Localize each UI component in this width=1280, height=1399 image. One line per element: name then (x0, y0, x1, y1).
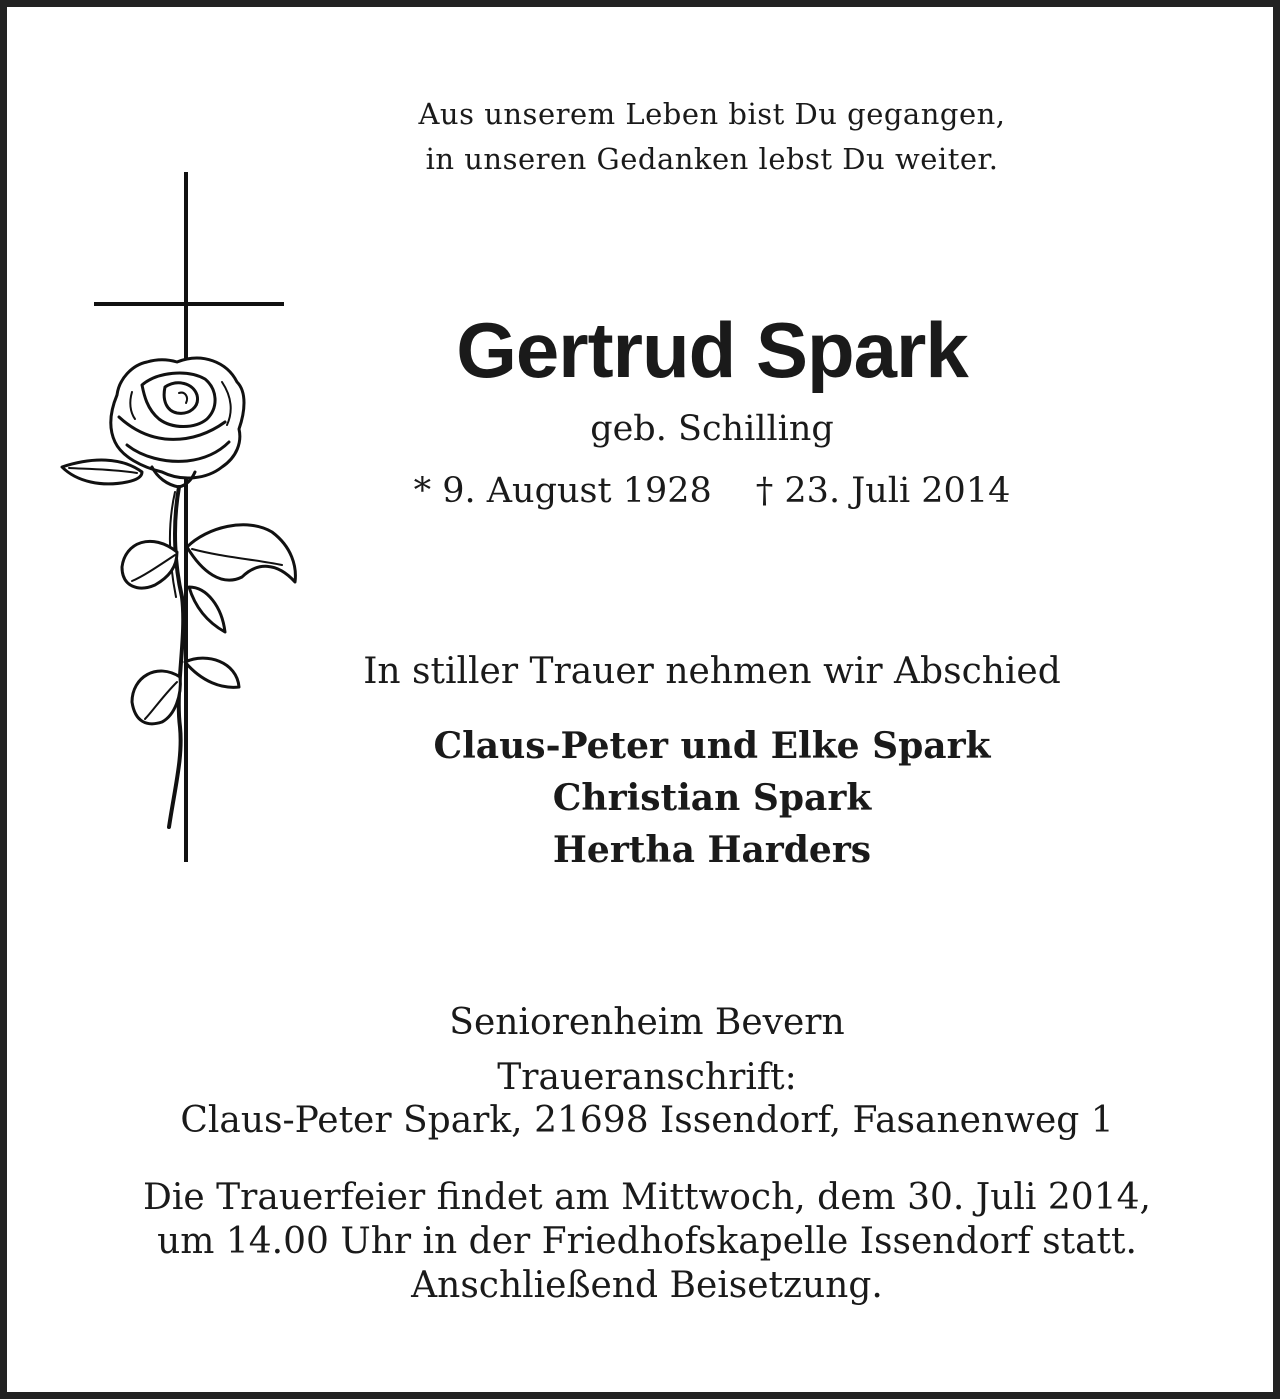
address-label: Traueranschrift: (497, 1057, 797, 1098)
farewell-text: In stiller Trauer nehmen wir Abschied (363, 651, 1061, 692)
family-member: Christian Spark (552, 777, 872, 819)
ceremony-line-3: Anschließend Beisetzung. (411, 1265, 883, 1306)
birth-name: geb. Schilling (590, 409, 834, 449)
family-member: Hertha Harders (552, 829, 872, 871)
ceremony-line-2: um 14.00 Uhr in der Friedhofskapelle Issendorf statt. (157, 1221, 1137, 1262)
residence: Seniorenheim Bevern (449, 1002, 845, 1043)
motto-line-1: Aus unserem Leben bist Du gegangen, (418, 97, 1006, 131)
birth-date: * 9. August 1928 (413, 471, 712, 511)
deceased-name: Gertrud Spark (456, 306, 968, 394)
family-member: Claus-Peter und Elke Spark (433, 725, 991, 767)
address-line: Claus-Peter Spark, 21698 Issendorf, Fasanenweg 1 (180, 1100, 1114, 1141)
life-dates (97, 471, 1280, 511)
ceremony-line-1: Die Trauerfeier findet am Mittwoch, dem 30. Juli 2014, (143, 1177, 1151, 1218)
motto-line-2: in unseren Gedanken lebst Du weiter. (425, 142, 999, 176)
death-date: † 23. Juli 2014 (755, 471, 1011, 511)
